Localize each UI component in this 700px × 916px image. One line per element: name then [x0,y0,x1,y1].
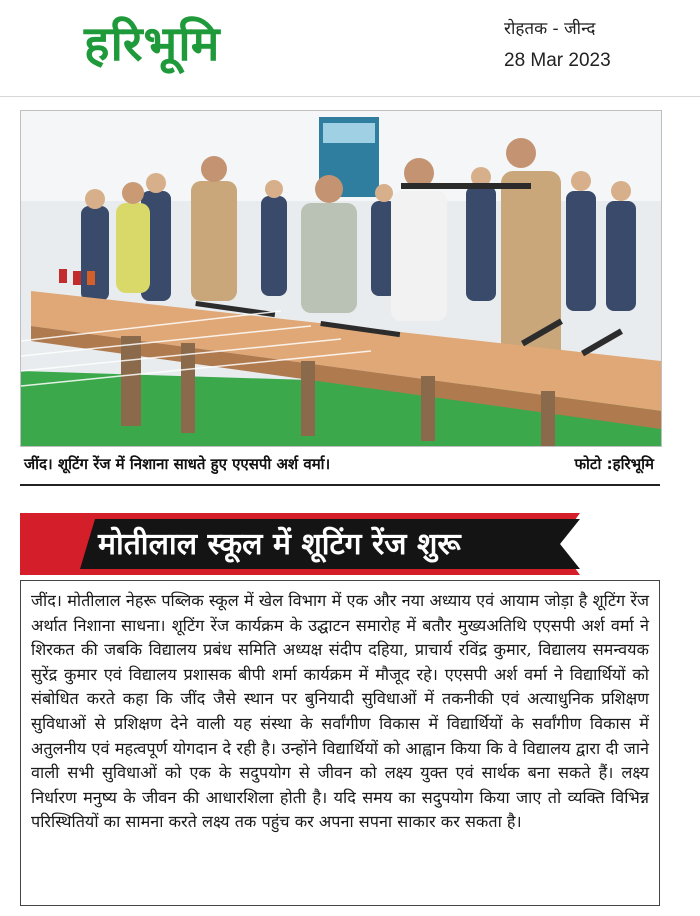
photo-credit: फोटो :हरिभूमि [574,455,654,473]
photo-caption: जींद। शूटिंग रेंज में निशाना साधते हुए एएसपी अर्श वर्मा। [24,455,331,473]
news-photo [20,110,662,447]
article-headline: मोतीलाल स्कूल में शूटिंग रेंज शुरू [98,527,461,562]
publication-date: 28 Mar 2023 [504,50,611,71]
headline-banner [20,513,660,575]
masthead [0,0,700,97]
edition-label: रोहतक - जीन्द [504,19,596,39]
shooting-range-photo [21,111,661,446]
article-body: जींद। मोतीलाल नेहरू पब्लिक स्कूल में खेल विभाग में एक और नया अध्याय एवं आयाम जोड़ा है शूटिंग रेंज अर्थात निशाना साधना। शूटिंग रेंज कार्यक्रम के उद्घाटन समारोह में बतौर मुख्यअतिथि एएसपी अर्श वर्मा ने शिरकत की जबकि विद्यालय प्रबंध समिति अध्यक्ष संदीप दहिया, प्राचार्य रविंद्र कुमार, विद्यालय समन्वयक सुरेंद्र कुमार एवं विद्यालय प्रशासक बीपी शर्मा कार्यक्रम में मौजूद रहे। एएसपी अर्श वर्मा ने विद्यार्थियों को संबोधित करते कहा कि जींद जैसे स्थान पर बुनियादी सुविधाओं में तकनीकी एवं अत्याधुनिक प्रशिक्षण सुविधाओं से प्रशिक्षण देने वाली यह संस्था के सर्वांगीण विकास में विद्यार्थियों के सर्वांगीण विकास में अतुलनीय एवं महत्वपूर्ण योगदान दे रही है। उन्होंने विद्यार्थियों को आह्वान किया कि वे विद्यालय द्वारा दी जाने वाली सभी सुविधाओं को एक के सदुपयोग से जीवन को लक्ष्य युक्त एवं सार्थक बना सकते हैं। लक्ष्य निर्धारण मनुष्य के जीवन की आधारशिला होती है। यदि समय का सदुपयोग किया जाए तो व्यक्ति विभिन्न परिस्थितियों का सामना करते लक्ष्य तक पहुंच कर अपना सपना साकार कर सकता है। [31,591,649,832]
article-box [20,580,660,906]
newspaper-logo: हरिभूमि [84,16,221,72]
photo-caption-bar [20,448,660,486]
